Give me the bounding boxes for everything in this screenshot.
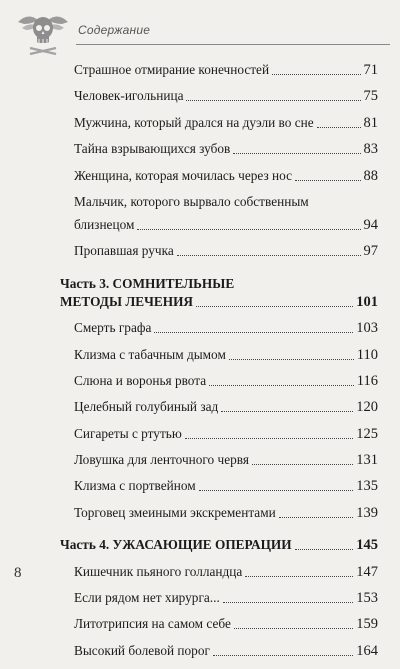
toc-entry-title: Высокий болевой порог xyxy=(74,642,210,658)
toc-entry-page: 147 xyxy=(356,563,378,580)
toc-entry-title: Клизма с табачным дымом xyxy=(74,346,226,362)
dot-leader xyxy=(223,602,353,603)
toc-entry-page: 159 xyxy=(356,616,378,633)
dot-leader xyxy=(185,438,353,439)
toc-entry-title: Мужчина, который дрался на дуэли во сне xyxy=(74,114,314,130)
toc-entry-title: Пропавшая ручка xyxy=(74,243,174,259)
dot-leader xyxy=(213,655,353,656)
dot-leader xyxy=(317,127,361,128)
toc-entry-page: 153 xyxy=(356,590,378,607)
toc-entry[interactable] xyxy=(60,347,378,363)
toc-entry-title: Смерть графа xyxy=(74,320,152,336)
toc-part-title-line2: МЕТОДЫ ЛЕЧЕНИЯ xyxy=(60,293,194,309)
toc-entry-title: Торговец змеиными экскрементами xyxy=(74,504,276,520)
toc-part-page: 101 xyxy=(356,293,378,310)
toc-entry[interactable] xyxy=(60,373,378,389)
toc-part-title-line1: Часть 3. СОМНИТЕЛЬНЫЕ xyxy=(60,275,235,291)
toc-entry-page: 103 xyxy=(356,320,378,337)
toc-entry-page: 110 xyxy=(356,346,378,363)
dot-leader xyxy=(196,306,353,307)
toc-entry-title-line2: близнецом xyxy=(74,216,135,232)
toc-entry-page: 135 xyxy=(356,478,378,495)
page-number: 8 xyxy=(14,565,22,581)
toc-entry-page: 97 xyxy=(363,243,378,260)
toc-entry[interactable] xyxy=(60,243,378,259)
toc-entry[interactable] xyxy=(60,505,378,521)
toc-part-page: 145 xyxy=(356,537,378,554)
dot-leader xyxy=(295,549,354,550)
toc-entry[interactable] xyxy=(60,616,378,632)
toc-entry-title: Целебный голубиный зад xyxy=(74,399,219,415)
header-rule xyxy=(76,44,390,45)
skull-icon xyxy=(14,8,72,58)
toc-entry[interactable] xyxy=(60,168,378,184)
toc-part-heading[interactable] xyxy=(60,276,378,310)
toc-entry-page: 164 xyxy=(356,642,378,659)
toc-entry-title-line1: Мальчик, которого вырвало собственным xyxy=(74,193,309,209)
toc-entry-title: Если рядом нет хирурга... xyxy=(74,590,220,606)
toc-entry-page: 139 xyxy=(356,504,378,521)
toc-entry-page: 131 xyxy=(356,452,378,469)
dot-leader xyxy=(154,332,353,333)
toc-entry[interactable] xyxy=(60,399,378,415)
toc-entry-title: Человек-игольница xyxy=(74,88,184,104)
dot-leader xyxy=(186,100,360,101)
toc-entry-page: 75 xyxy=(363,88,378,105)
toc-entry-title: Тайна взрывающихся зубов xyxy=(74,141,231,157)
toc-entry-page: 116 xyxy=(356,372,378,389)
toc-entry[interactable] xyxy=(60,62,378,78)
toc-entry[interactable] xyxy=(60,590,378,606)
toc-entry-title: Клизма с портвейном xyxy=(74,478,196,494)
toc-entry-title: Женщина, которая мочилась через нос xyxy=(74,167,293,183)
dot-leader xyxy=(137,229,360,230)
toc-entry[interactable] xyxy=(60,88,378,104)
dot-leader xyxy=(233,153,360,154)
toc-part-heading[interactable] xyxy=(60,537,378,553)
dot-leader xyxy=(177,255,361,256)
toc-entry-page: 88 xyxy=(363,167,378,184)
toc-entry-page: 120 xyxy=(356,399,378,416)
toc-entry-page: 125 xyxy=(356,425,378,442)
toc-entry-page: 94 xyxy=(363,216,378,233)
section-title: Содержание xyxy=(78,23,151,37)
dot-leader xyxy=(279,517,354,518)
toc-entry-title: Кишечник пьяного голландца xyxy=(74,563,243,579)
dot-leader xyxy=(295,180,360,181)
toc-part-title: Часть 4. УЖАСАЮЩИЕ ОПЕРАЦИИ xyxy=(60,537,292,553)
table-of-contents xyxy=(60,62,378,669)
dot-leader xyxy=(229,359,354,360)
toc-entry-title: Сигареты с ртутью xyxy=(74,425,182,441)
toc-entry-page: 83 xyxy=(363,141,378,158)
toc-entry[interactable] xyxy=(60,643,378,659)
toc-entry[interactable] xyxy=(60,478,378,494)
toc-entry[interactable] xyxy=(60,320,378,336)
dot-leader xyxy=(221,411,353,412)
dot-leader xyxy=(272,74,360,75)
toc-entry-title: Слюна и воронья рвота xyxy=(74,372,207,388)
toc-entry[interactable] xyxy=(60,452,378,468)
toc-entry[interactable] xyxy=(60,564,378,580)
toc-entry[interactable] xyxy=(60,426,378,442)
toc-entry-page: 81 xyxy=(363,114,378,131)
dot-leader xyxy=(199,490,354,491)
running-header xyxy=(14,8,394,58)
toc-entry-page: 71 xyxy=(363,62,378,78)
toc-entry[interactable] xyxy=(60,194,378,233)
dot-leader xyxy=(252,464,353,465)
dot-leader xyxy=(209,385,354,386)
toc-entry[interactable] xyxy=(60,115,378,131)
toc-entry-title: Ловушка для ленточного червя xyxy=(74,452,249,468)
toc-entry-title: Литотрипсия на самом себе xyxy=(74,616,231,632)
toc-entry[interactable] xyxy=(60,141,378,157)
dot-leader xyxy=(245,576,353,577)
dot-leader xyxy=(234,628,353,629)
toc-entry-title: Страшное отмирание конечностей xyxy=(74,62,270,77)
